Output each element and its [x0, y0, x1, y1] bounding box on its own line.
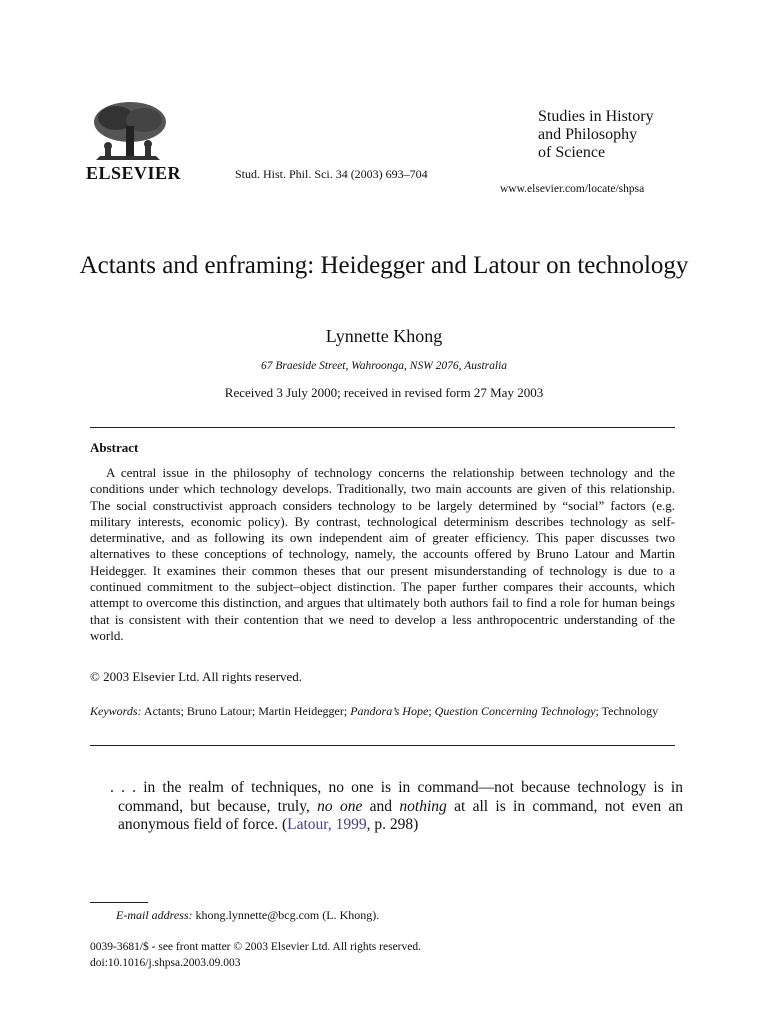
keywords-label: Keywords:: [90, 704, 142, 718]
author-name: Lynnette Khong: [325, 326, 443, 346]
journal-title-line-3: of Science: [538, 144, 606, 161]
abstract-bottom-divider: [90, 745, 675, 746]
article-title: Actants and enframing: Heidegger and Latour on technology: [79, 252, 689, 279]
publisher-name: ELSEVIER: [86, 163, 182, 183]
received-dates: Received 3 July 2000; received in revised form 27 May 2003: [224, 385, 544, 400]
epigraph-part-2: at all is in command, not even an anonymous field of force. (: [118, 797, 684, 833]
journal-title: [538, 108, 654, 162]
abstract-heading: Abstract: [90, 440, 139, 455]
citation-link-latour-1999[interactable]: Latour, 1999: [287, 816, 367, 833]
epigraph-part-1: . . . in the realm of techniques, no one is in command—not because technology is in command, but because, truly,: [110, 779, 683, 815]
author-affiliation: 67 Braeside Street, Wahroonga, NSW 2076, Australia: [260, 360, 508, 372]
keyword-question-concerning-technology: Question Concerning Technology: [434, 704, 596, 718]
journal-title-line-2: and Philosophy: [538, 126, 638, 143]
journal-url[interactable]: www.elsevier.com/locate/shpsa: [500, 183, 645, 195]
footnote-email-label: E-mail address:: [116, 908, 193, 922]
epigraph-part-3: , p. 298): [366, 816, 419, 833]
keywords: [90, 703, 675, 719]
footer-doi[interactable]: doi:10.1016/j.shpsa.2003.09.003: [90, 957, 241, 969]
keywords-separator: ;: [428, 704, 432, 718]
abstract-top-divider: [90, 427, 675, 428]
epigraph-and: and: [369, 797, 393, 815]
abstract-body: A central issue in the philosophy of technology concerns the relationship between technology and the conditions under which technology develops. Traditionally, two main accounts are given of this relationship. The social constructivist approach considers technology to be largely determined by “social” factors (e.g. military interests, economic policy). By contrast, technological determinism describes technology as self-determinative, and as following its own independent aim of greater efficiency. This paper discusses two alternatives to these conceptions of technology, namely, the accounts offered by Bruno Latour and Martin Heidegger. It examines their common theses that our present misunderstanding of technology is due to a continued commitment to the subject–object distinction. The paper further compares their accounts, which attempt to overcome this distinction, and argues that ultimately both authors fail to find a role for human beings that is consistent with their contention that we need to develop a less anthropocentric understanding of the world.: [90, 465, 675, 643]
journal-citation: Stud. Hist. Phil. Sci. 34 (2003) 693–704: [235, 167, 428, 181]
footnote-email-text: khong.lynnette@bcg.com (L. Khong).: [195, 908, 380, 922]
footer-issn: 0039-3681/$ - see front matter © 2003 Elsevier Ltd. All rights reserved.: [90, 941, 421, 953]
epigraph-emphasis-no-one: no one: [317, 797, 363, 815]
abstract-copyright: © 2003 Elsevier Ltd. All rights reserved.: [90, 669, 303, 684]
footnote-email: [116, 908, 379, 923]
journal-title-line-1: Studies in History: [538, 108, 654, 125]
footnote-divider: [90, 902, 148, 903]
epigraph-emphasis-nothing: nothing: [399, 797, 447, 815]
keywords-plain-2: ; Technology: [595, 704, 659, 718]
keywords-plain-1: Actants; Bruno Latour; Martin Heidegger;: [143, 704, 348, 718]
epigraph-quote: [110, 779, 683, 835]
keyword-pandoras-hope: Pandora’s Hope: [350, 704, 429, 718]
